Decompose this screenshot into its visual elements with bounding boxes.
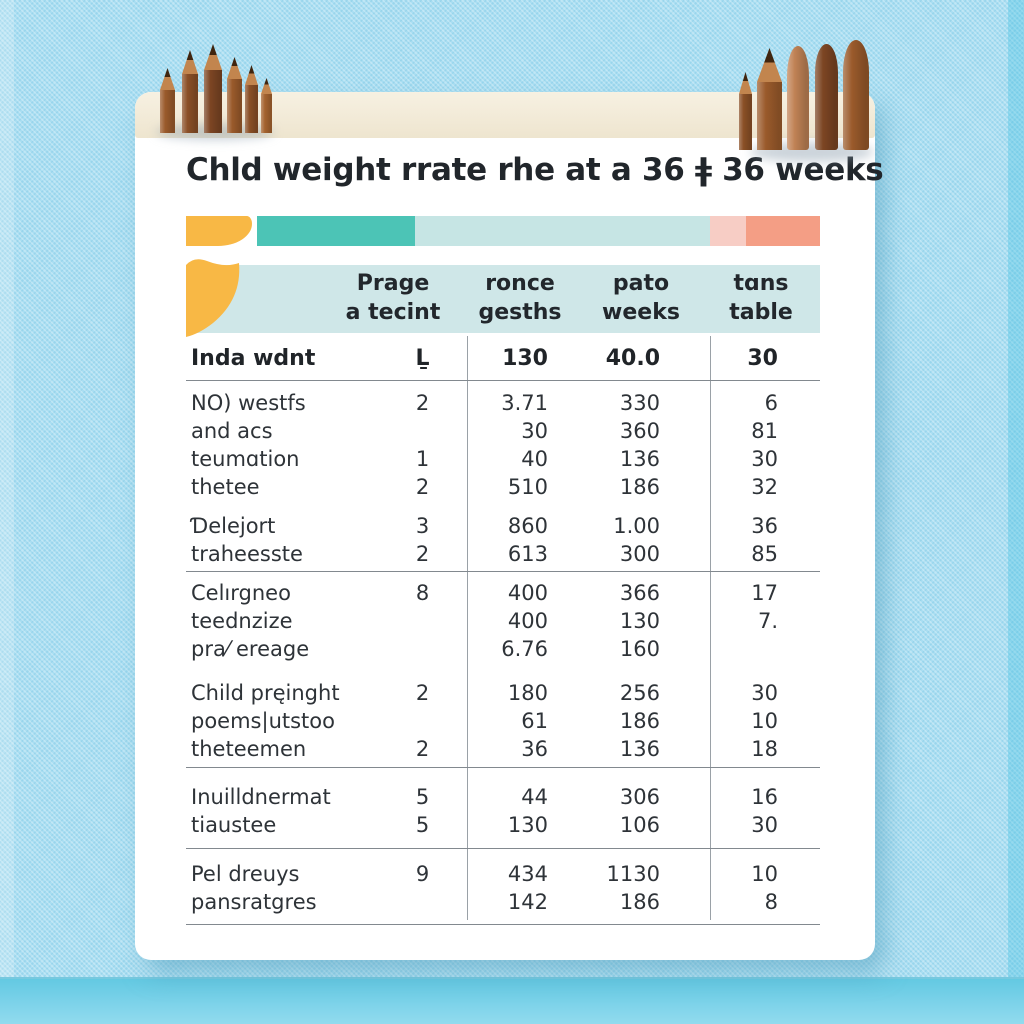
cell-col5: 85: [751, 542, 778, 566]
background-right-strip: [1008, 0, 1024, 1024]
legend-segment-orange: [186, 216, 252, 246]
cell-col3: 130: [502, 345, 548, 371]
cell-col5: 16: [751, 785, 778, 809]
table-row: [186, 336, 820, 380]
cell-col4: 366: [619, 581, 660, 605]
table-row: [186, 579, 820, 607]
pencil-shaft: [227, 79, 242, 133]
column-header-line: Prage: [356, 271, 430, 297]
notepad-sheet: [135, 92, 884, 960]
row-label: Celırgneo: [191, 581, 291, 605]
cell-col3: 400: [507, 609, 548, 633]
cell-col3: 61: [521, 709, 548, 733]
cell-col3: 30: [521, 419, 548, 443]
cell-count: 5: [415, 785, 430, 809]
pencil-tip: [160, 68, 175, 90]
cell-col4: 136: [619, 737, 660, 761]
cell-col3: 510: [507, 475, 548, 499]
cell-col5: 18: [751, 737, 778, 761]
cell-col5: 8: [764, 890, 778, 914]
pencil-icon: [815, 44, 838, 150]
column-header-line: table: [729, 300, 793, 325]
cell-col4: 330: [619, 391, 660, 415]
row-label: theteemen: [191, 737, 307, 761]
cell-col4: 186: [619, 475, 660, 499]
column-header-line: weeks: [602, 300, 680, 325]
pencil-tip: [204, 44, 222, 70]
pencil-icon: [245, 65, 258, 133]
pencil-shaft: [182, 74, 198, 133]
row-label: and acs: [191, 419, 273, 443]
pencil-icon: [227, 57, 242, 133]
row-label: Inuilldnermat: [191, 785, 331, 809]
column-header-line: gesths: [478, 300, 562, 325]
cell-col4: 1.00: [613, 514, 660, 538]
row-label: thetee: [191, 475, 260, 499]
pencil-icon: [204, 44, 222, 133]
legend-segment-teal: [257, 216, 415, 246]
table-row: [186, 707, 820, 735]
cell-col4: 186: [619, 890, 660, 914]
cell-col3: 860: [507, 514, 548, 538]
cell-count: 2: [415, 391, 430, 415]
column-header-line: a tecint: [345, 300, 441, 325]
cell-col4: 40.0: [605, 345, 660, 371]
row-label: teumɑtion: [191, 447, 300, 471]
cell-col5: 6: [764, 391, 778, 415]
legend-segment-pale-teal: [415, 216, 710, 246]
column-header-line: pato: [612, 271, 670, 297]
cell-count: Ḻ: [415, 345, 430, 371]
legend-segment-pink: [710, 216, 746, 246]
row-label: pra⁄ ereage: [191, 637, 310, 661]
pencil-icon: [739, 72, 752, 150]
table-row: [186, 635, 820, 663]
row-divider: [186, 571, 820, 572]
cell-col4: 130: [619, 609, 660, 633]
row-divider: [186, 767, 820, 768]
pencil-shaft: [739, 94, 752, 150]
table-row: [186, 860, 820, 888]
cell-col5: 7.: [757, 609, 778, 633]
pencil-icon: [843, 40, 869, 150]
column-header: [580, 265, 702, 333]
cell-col3: 434: [507, 862, 548, 886]
table-row: [186, 735, 820, 763]
cell-col5: 30: [747, 345, 778, 371]
cell-col3: 400: [507, 581, 548, 605]
cell-col3: 36: [521, 737, 548, 761]
cell-col3: 180: [507, 681, 548, 705]
cell-col5: 10: [751, 709, 778, 733]
table-header: [186, 265, 820, 333]
pencil-tip: [261, 78, 272, 94]
table-row: [186, 811, 820, 839]
cell-count: 8: [415, 581, 430, 605]
pencil-shaft: [160, 90, 175, 133]
pencil-shaft: [261, 94, 272, 133]
cell-col5: 10: [751, 862, 778, 886]
row-label: Pel dreuys: [191, 862, 300, 886]
cell-col4: 1130: [606, 862, 660, 886]
pencil-tip: [245, 65, 258, 85]
cell-col3: 6.76: [501, 637, 548, 661]
background-bottom-band: [0, 977, 1024, 1024]
pencil-icon: [261, 78, 272, 133]
row-label: tiaustee: [191, 813, 277, 837]
cell-col5: 81: [751, 419, 778, 443]
row-divider: [186, 380, 820, 381]
table-row: [186, 389, 820, 417]
cell-col4: 256: [619, 681, 660, 705]
row-label: NO) westfs: [191, 391, 306, 415]
column-header-line: tɑns: [733, 271, 789, 297]
table-row: [186, 445, 820, 473]
cell-col3: 40: [521, 447, 548, 471]
orange-corner-decoration: [183, 255, 259, 341]
cell-count: 2: [415, 475, 430, 499]
cell-col4: 136: [619, 447, 660, 471]
cell-count: 2: [415, 681, 430, 705]
table-row: [186, 512, 820, 540]
row-divider: [186, 924, 820, 925]
cell-col4: 186: [619, 709, 660, 733]
cell-col4: 160: [619, 637, 660, 661]
cell-col4: 360: [619, 419, 660, 443]
pencil-icon: [757, 48, 782, 150]
cell-count: 2: [415, 737, 430, 761]
cell-count: 5: [415, 813, 430, 837]
row-label: teednzize: [191, 609, 293, 633]
table-row: [186, 783, 820, 811]
cell-col5: 30: [751, 447, 778, 471]
pencil-icon: [787, 46, 809, 150]
cell-col5: 32: [751, 475, 778, 499]
table-row: [186, 679, 820, 707]
row-label: Ɗelejort: [191, 514, 276, 538]
cell-col3: 3.71: [501, 391, 548, 415]
row-label: pansratgres: [191, 890, 317, 914]
pencil-icon: [182, 50, 198, 133]
pencil-shaft: [245, 85, 258, 133]
cell-col4: 300: [619, 542, 660, 566]
pencil-tip: [739, 72, 752, 94]
row-label: traheesste: [191, 542, 303, 566]
table-row: [186, 540, 820, 568]
table-row: [186, 607, 820, 635]
cell-count: 9: [415, 862, 430, 886]
pencil-tip: [182, 50, 198, 74]
pencil-tip: [227, 57, 242, 79]
cell-col3: 142: [507, 890, 548, 914]
column-header: [326, 265, 460, 333]
row-label: poems|utstoo: [191, 709, 335, 733]
cell-count: 2: [415, 542, 430, 566]
row-label: Inda wdnt: [191, 345, 316, 371]
pencil-icon: [160, 68, 175, 133]
column-header: [460, 265, 580, 333]
table-row: [186, 417, 820, 445]
table-row: [186, 473, 820, 501]
row-label: Child pręinght: [191, 681, 340, 705]
table-body: [186, 336, 820, 925]
cell-count: 3: [415, 514, 430, 538]
legend-segment-salmon: [746, 216, 820, 246]
column-header-line: ronce: [485, 271, 555, 297]
cell-col5: 36: [751, 514, 778, 538]
cell-col3: 44: [521, 785, 548, 809]
page-title: Chld weight rrate rhe at a 36 ǂ 36 weeks: [186, 152, 884, 188]
cell-count: 1: [415, 447, 430, 471]
cell-col5: 17: [751, 581, 778, 605]
column-header: [702, 265, 820, 333]
pencil-shaft: [757, 82, 782, 150]
cell-col3: 613: [507, 542, 548, 566]
cell-col4: 106: [619, 813, 660, 837]
row-divider: [186, 848, 820, 849]
cell-col5: 30: [751, 813, 778, 837]
color-legend-bar: [186, 216, 820, 246]
cell-col4: 306: [619, 785, 660, 809]
pencil-shaft: [204, 70, 222, 133]
cell-col3: 130: [507, 813, 548, 837]
table-row: [186, 888, 820, 916]
pencil-tip: [757, 48, 782, 82]
cell-col5: 30: [751, 681, 778, 705]
background-left-strip: [0, 0, 14, 1024]
